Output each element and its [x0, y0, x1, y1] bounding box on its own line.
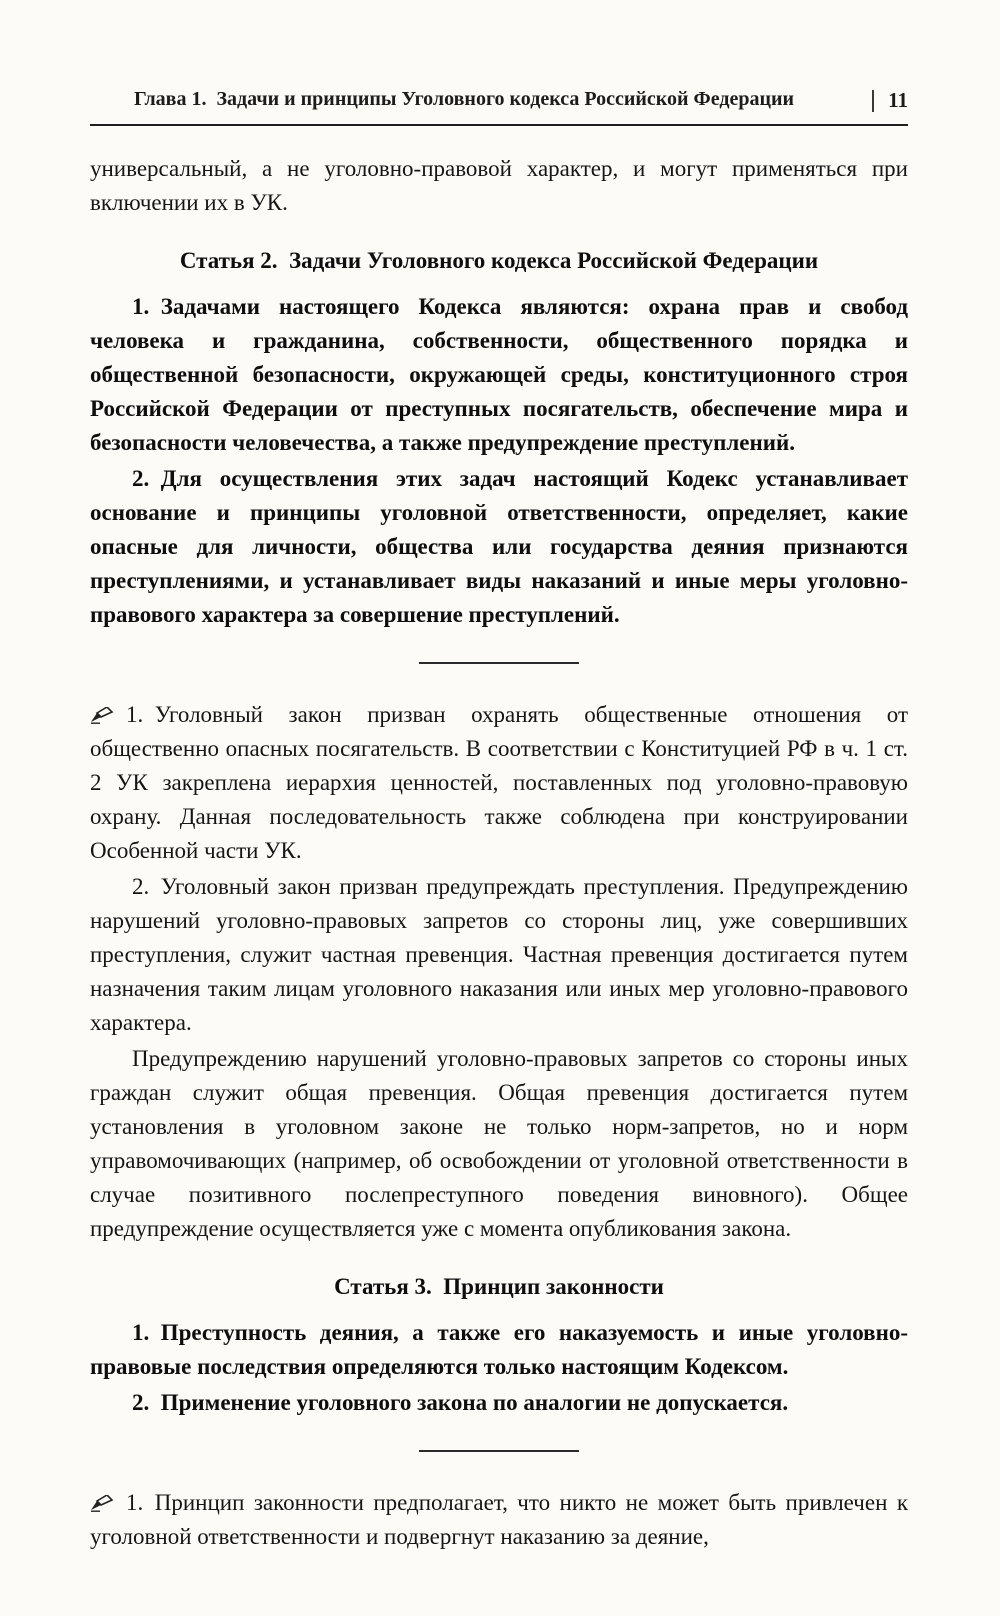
article-2-paragraph-1: 1. Задачами настоящего Кодекса являются: охрана прав и свобод человека и гражданина, собственности, общественного порядка и общественной безопасности, окружающей среды, конституционного строя Российской Федерации от преступных посягательств, обеспечение мира и безопасности человечества, а также предупреждение преступлений. — [90, 294, 908, 455]
article-2-heading: Статья 2. Задачи Уголовного кодекса Российской Федерации — [179, 248, 819, 273]
running-head-title: Глава 1. Задачи и принципы Уголовного кодекса Российской Федерации — [133, 88, 795, 110]
commentary-3-paragraph-1 — [90, 1486, 908, 1554]
article-3-heading: Статья 3. Принцип законности — [334, 1274, 664, 1299]
section-divider — [419, 662, 579, 664]
section-divider — [419, 1450, 579, 1452]
article-2-paragraph-2: 2. Для осуществления этих задач настоящий Кодекс устанавливает основание и принципы уголовной ответственности, определяет, какие опасные для личности, общества или государства деяния признаются преступлениями, и устанавливает виды наказаний и иные меры уголовно-правового характера за совершение преступлений. — [90, 466, 908, 627]
article-3-paragraph-2: 2. Применение уголовного закона по аналогии не допускается. — [132, 1390, 789, 1415]
running-head — [90, 88, 908, 118]
article-3-paragraph-1: 1. Преступность деяния, а также его наказуемость и иные уголовно-правовые последствия определяются только настоящим Кодексом. — [90, 1320, 908, 1379]
commentary-2-paragraph-1 — [90, 698, 908, 868]
page-number: 11 — [888, 88, 908, 112]
header-divider-bar — [872, 90, 874, 112]
commentary-2-paragraph-2: 2. Уголовный закон призван предупреждать преступления. Предупреждению нарушений уголовно-правовых запретов со стороны лиц, уже совершивших преступления, служит частная превенция. Частная превенция достигается путем назначения таким лицам уголовного наказания или иных мер уголовно-правового характера. — [90, 874, 908, 1035]
commentary-2-paragraph-1-text: 1. Уголовный закон призван охранять общественные отношения от общественно опасных посягательств. В соответствии с Конституцией РФ в ч. 1 ст. 2 УК закреплена иерархия ценностей, поставленных под уголовно-правовую охрану. Данная последовательность также соблюдена при конструировании Особенной части УК. — [90, 702, 908, 863]
commentary-3-paragraph-1-text: 1. Принцип законности предполагает, что никто не может быть привлечен к уголовной ответственности и подвергнут наказанию за деяние, — [90, 1490, 908, 1549]
commentary-2-paragraph-3: Предупреждению нарушений уголовно-правовых запретов со стороны иных граждан служит общая превенция. Общая превенция достигается путем установления в уголовном законе не только норм-запретов, но и норм управомочивающих (например, об освобождении от уголовной ответственности в случае позитивного послепреступного поведения виновного). Общее предупреждение осуществляется уже с момента опубликования закона. — [90, 1046, 908, 1241]
commentary-marker-icon — [90, 707, 116, 724]
header-rule — [90, 124, 908, 126]
page-number-group — [872, 88, 908, 113]
intro-paragraph: универсальный, а не уголовно-правовой характер, и могут применяться при включении их в УК. — [90, 156, 908, 215]
commentary-marker-icon — [90, 1495, 116, 1512]
